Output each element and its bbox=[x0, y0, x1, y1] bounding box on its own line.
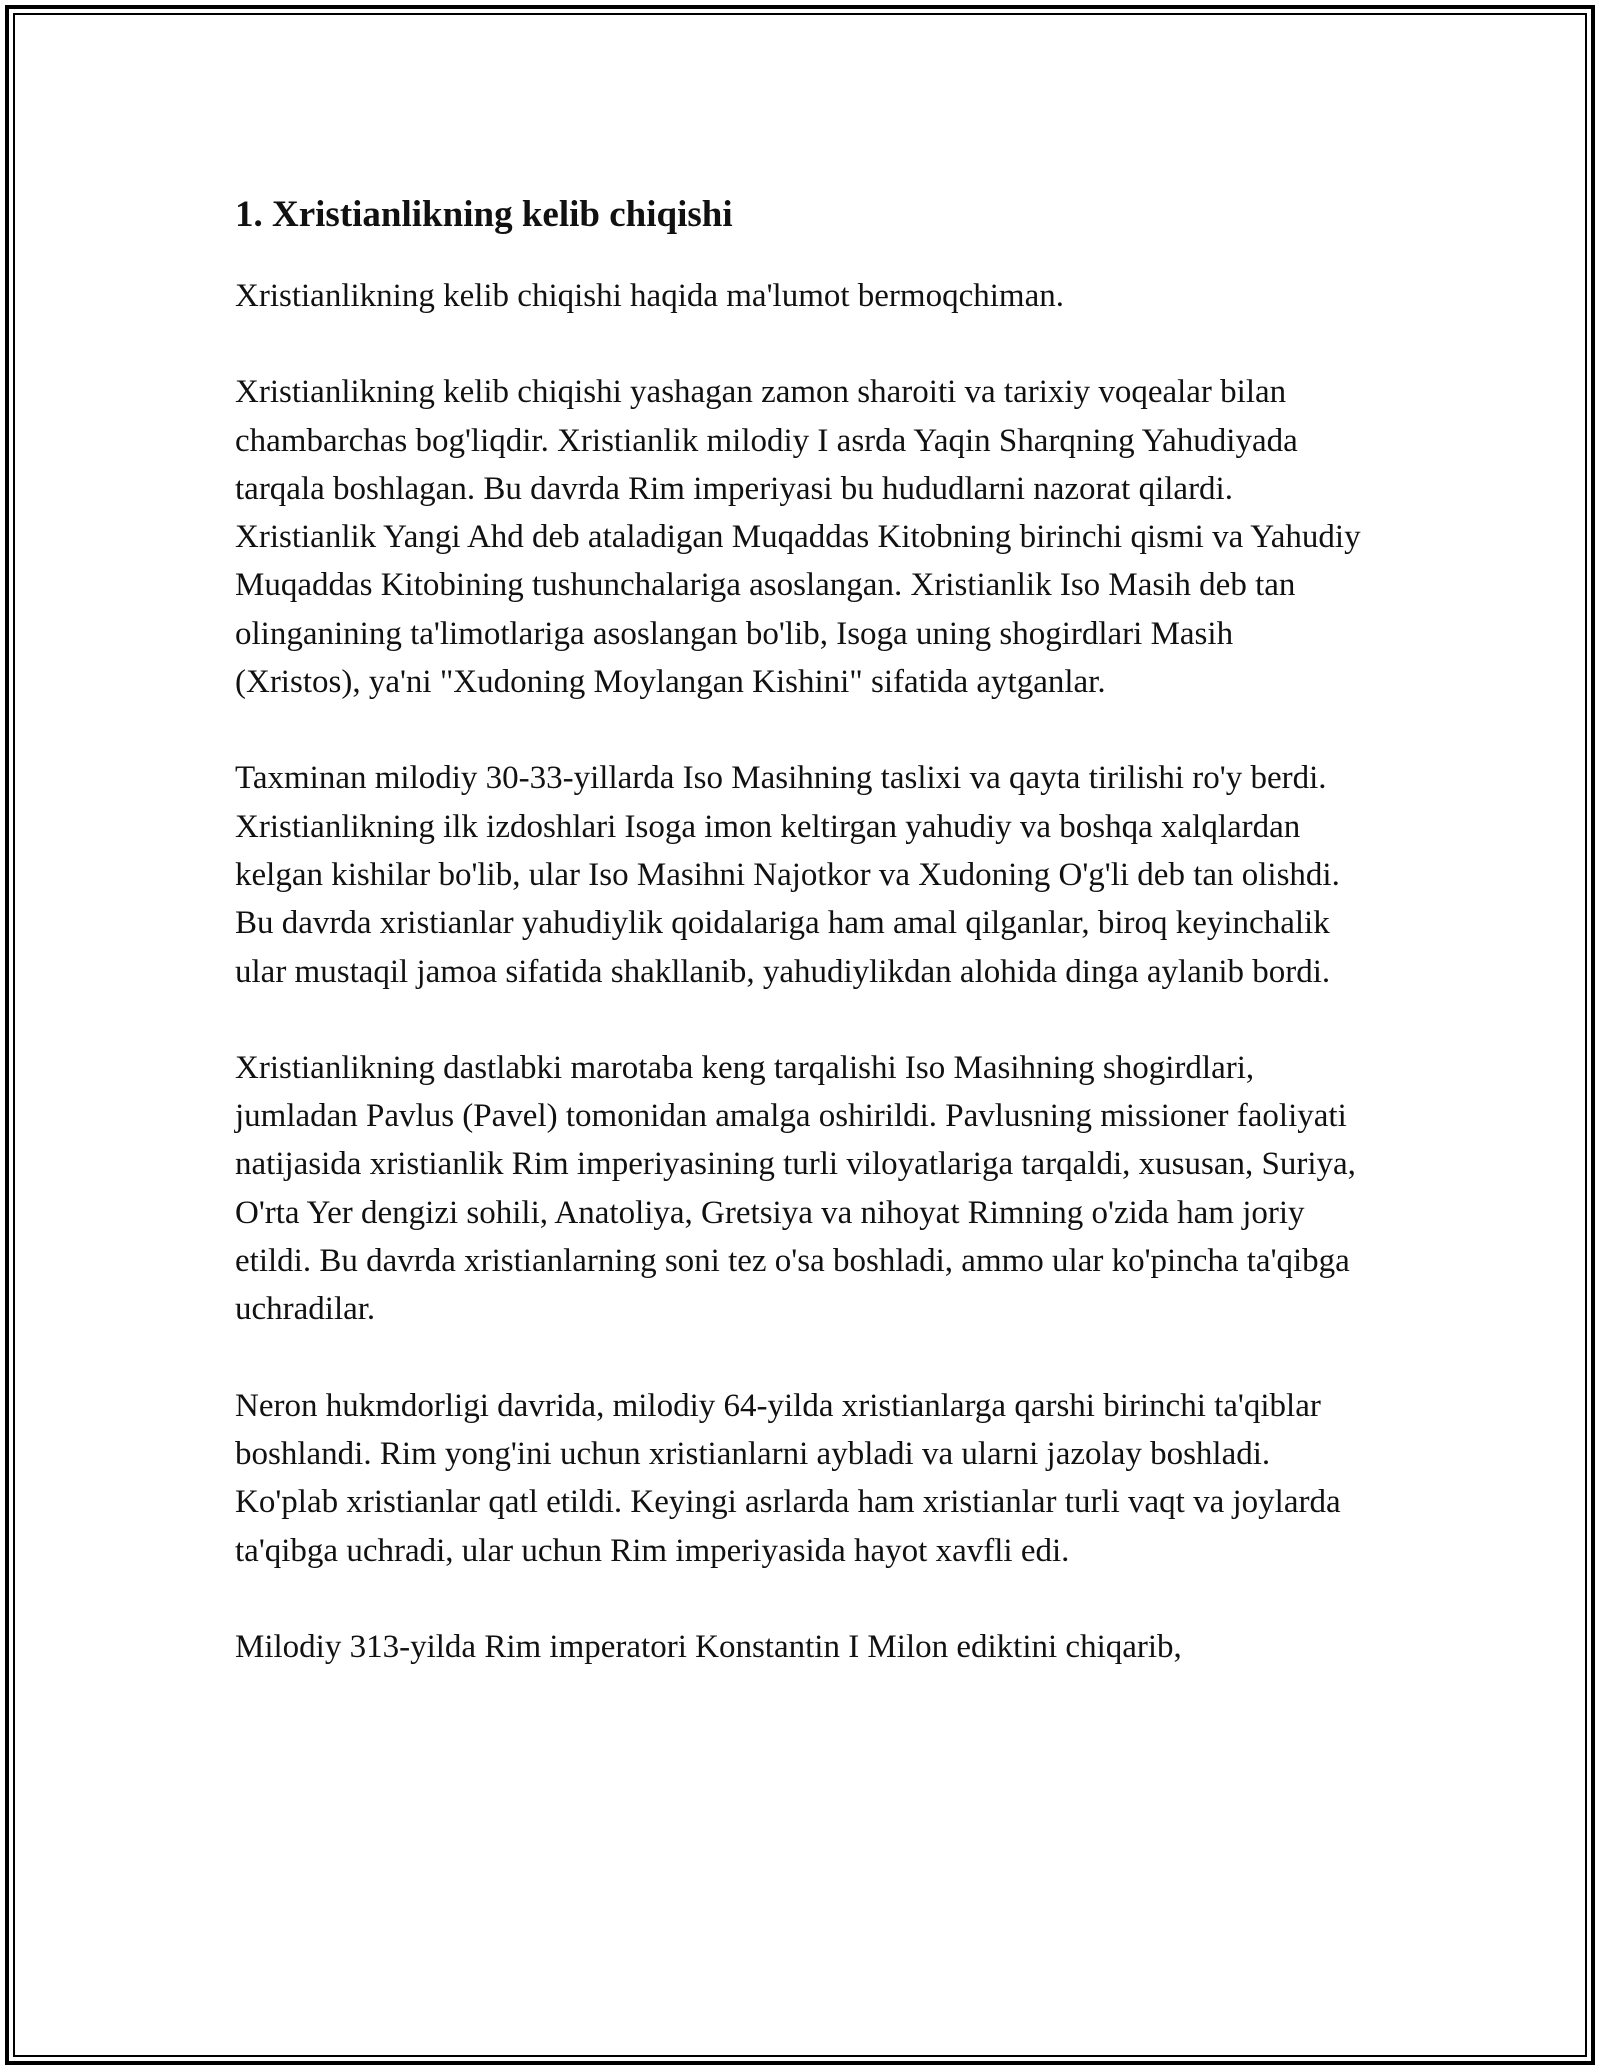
paragraph-crucifixion: Taxminan milodiy 30-33-yillarda Iso Masihning taslixi va qayta tirilishi ro'y berdi. Xristianlikning ilk izdoshlari Isoga imon keltirgan yahudiy va boshqa xalqlardan kelgan kishilar bo'lib, ular Iso Masihni Najotkor va Xudoning O'g'li deb tan olishdi. Bu davrda xristianlar yahudiylik qoidalariga ham amal qilganlar, biroq keyinchalik ular mustaqil jamoa sifatida shakllanib, yahudiylikdan alohida dinga aylanib bordi. bbox=[235, 760, 1340, 990]
paragraph-persecution: Neron hukmdorligi davrida, milodiy 64-yilda xristianlarga qarshi birinchi ta'qiblar boshlandi. Rim yong'ini uchun xristianlarni aybladi va ularni jazolay boshladi. Ko'plab xristianlar qatl etildi. Keyingi asrlarda ham xristianlar turli vaqt va joylarda ta'qibga uchradi, ular uchun Rim imperiyasida hayot xavfli edi. bbox=[235, 1387, 1341, 1569]
page-title: 1. Xristianlikning kelib chiqishi bbox=[235, 194, 733, 235]
document-body bbox=[235, 180, 1365, 1719]
paragraph-spread: Xristianlikning dastlabki marotaba keng tarqalishi Iso Masihning shogirdlari, jumladan Pavlus (Pavel) tomonidan amalga oshirildi. Pavlusning missioner faoliyati natijasida xristianlik Rim imperiyasining turli viloyatlariga tarqaldi, xususan, Suriya, O'rta Yer dengizi sohili, Anatoliya, Gretsiya va nihoyat Rimning o'zida ham joriy etildi. Bu davrda xristianlarning soni tez o'sa boshladi, ammo ular ko'pincha ta'qibga uchradilar. bbox=[235, 1049, 1356, 1328]
paragraph-intro: Xristianlikning kelib chiqishi haqida ma'lumot bermoqchiman. bbox=[235, 278, 1064, 314]
paragraph-origins: Xristianlikning kelib chiqishi yashagan zamon sharoiti va tarixiy voqealar bilan chambarchas bog'liqdir. Xristianlik milodiy I asrda Yaqin Sharqning Yahudiyada tarqala boshlagan. Bu davrda Rim imperiyasi bu hududlarni nazorat qilardi. Xristianlik Yangi Ahd deb ataladigan Muqaddas Kitobning birinchi qismi va Yahudiy Muqaddas Kitobining tushunchalariga asoslangan. Xristianlik Iso Masih deb tan olinganining ta'limotlariga asoslangan bo'lib, Isoga uning shogirdlari Masih (Xristos), ya'ni "Xudoning Moylangan Kishini" sifatida aytganlar. bbox=[235, 374, 1361, 701]
paragraph-edict-of-milan: Milodiy 313-yilda Rim imperatori Konstantin I Milon ediktini chiqarib, bbox=[235, 1628, 1182, 1665]
